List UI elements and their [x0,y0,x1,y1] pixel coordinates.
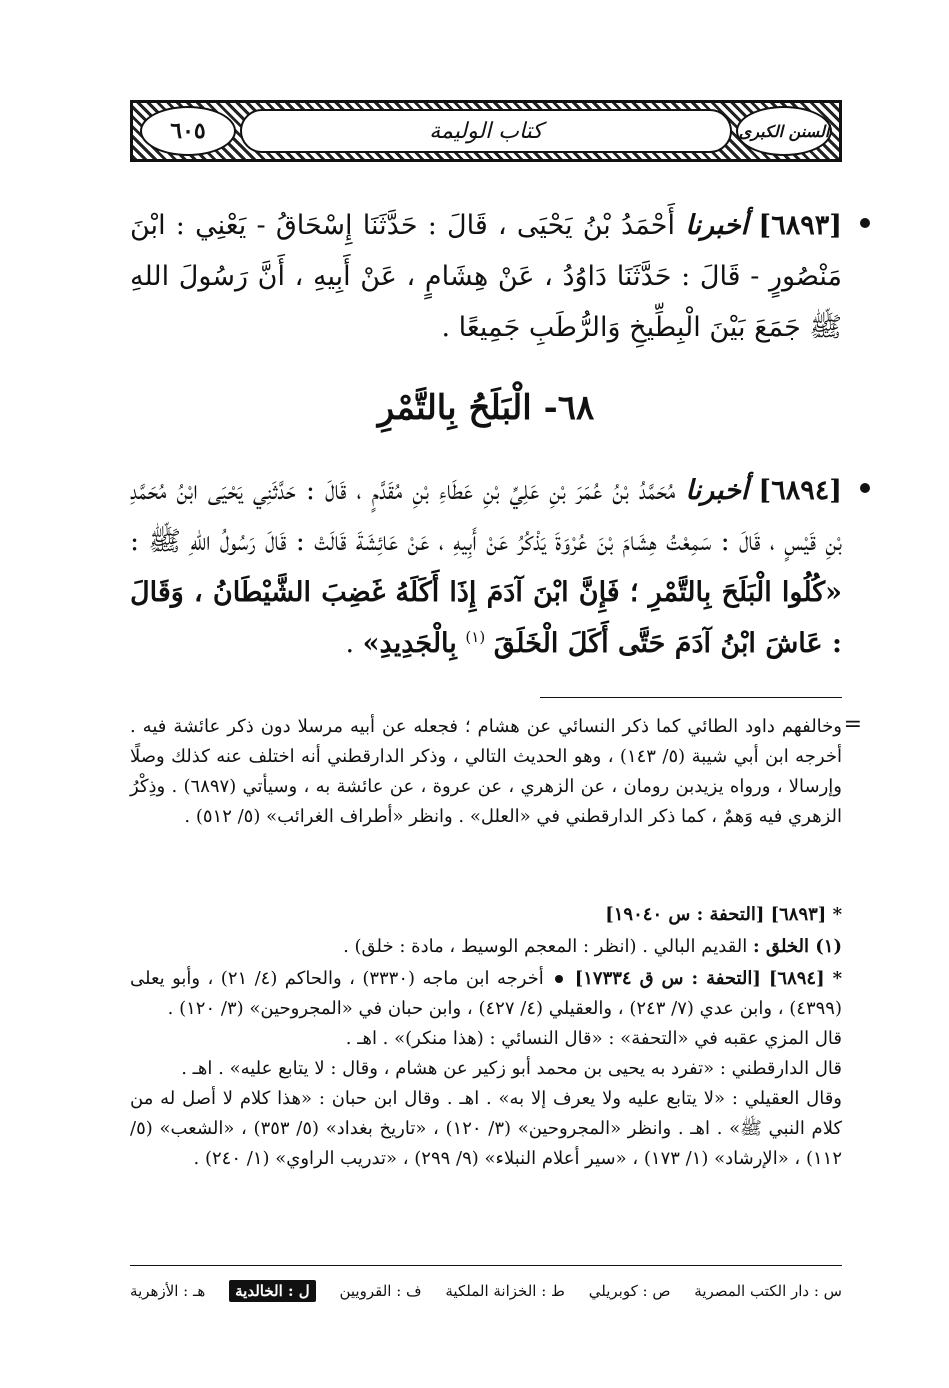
hadith-number: [٦٨٩٤] [758,475,842,506]
continuation-mark: = [843,712,862,737]
hadith-number: [٦٨٩٣] [758,210,842,241]
bullet-icon [860,483,870,493]
page-number: ٦٠٥ [170,118,206,144]
hadith-text: أَحْمَدُ بْنُ يَحْيَى ، قَالَ : حَدَّثَنَا إِسْحَاقُ - يَعْنِي : ابْنَ مَنْصُورٍ - قَالَ : حَدَّثَنَا دَاوُدُ ، عَنْ هِشَامٍ ، عَنْ أَبِيهِ ، أَنَّ رَسُولَ اللهِ ﷺ جَمَعَ بَيْنَ الْبِطِّيخِ وَالرُّطَبِ جَمِيعًا . [130,210,842,343]
takhrij-ref: * [٦٨٩٣] [التحفة : س ١٩٠٤٠] [605,904,842,925]
footnote-text: القديم البالي . (انظر : المعجم الوسيط ، مادة : خلق) . [343,936,748,957]
book-logo-medallion [736,106,832,156]
bullet-icon [860,218,870,228]
page-header [130,100,842,162]
footnote-6894 [130,964,842,1174]
manuscript-ta: ط : الخزانة الملكية [445,1282,565,1300]
manuscript-key [130,1273,842,1309]
footnote-text: قال المزي عقبه في «التحفة» : «قال النسائي : (هذا منكر)» . اهـ . [345,1028,842,1049]
book-logo: السنن الكبرى [738,121,830,141]
akhbarana: أخبرنا [685,210,749,241]
footnote-star-6893 [130,900,842,930]
hadith-6893 [130,200,842,353]
footnote-label: (١) الخلق : [753,936,842,957]
manuscript-s: س : دار الكتب المصرية [694,1282,842,1300]
hadith-6894 [130,465,842,669]
footnote-text: وخالفهم داود الطائي كما ذكر النسائي عن هشام ؛ فجعله عن أبيه مرسلا دون ذكر عائشة فيه . أخرجه ابن أبي شيبة (٥/ ١٤٣) ، وهو الحديث التالي ، وذكر الدارقطني أنه اختلف عنه كذلك وصلًا وإرسالا ، ورواه يزيدبن رومان ، عن الزهري ، عن عروة ، عن عائشة به ، وسيأتي (٦٨٩٧) . وذِكْرُ الزهري فيه وَهمٌ ، كما ذكر الدارقطني في «العلل» . وانظر «أطراف الغرائب» (٥/ ٥١٢) . [130,716,843,827]
prophetic-quote: «كُلُوا الْبَلَحَ بِالتَّمْرِ ؛ فَإِنَّ ابْنَ آدَمَ إِذَا أَكَلَهُ غَضِبَ الشَّيْطَانُ ، وَقَالَ : عَاشَ ابْنُ آدَمَ حَتَّى أَكَلَ الْخَلَقَ [130,577,842,659]
footnote-1 [130,932,842,962]
takhrij-ref: * [٦٨٩٤] [التحفة : س ق ١٧٣٣٤] [574,968,843,989]
page-number-medallion [140,106,236,156]
book-title: كتاب الوليمة [429,118,543,144]
hadith-text: مُحَمَّدُ بْنُ عُمَرَ بْنِ عَلِيِّ بْنِ عَطَاءِ بْنِ مُقَدَّمٍ ، قَالَ : حَدَّثَنِي يَحْيَى ابْنُ مُحَمَّدِ بْنِ قَيْسٍ ، قَالَ : سَمِعْتُ هِشَامَ بْنَ عُرْوَةَ يَذْكُرُ عَنْ أَبِيهِ ، عَنْ عَائِشَةَ قَالَتْ : قَالَ رَسُولُ اللهِ ﷺ : [130,475,842,557]
manuscript-sad: ص : كوبريلي [588,1282,671,1300]
footnote-text: أخرجه ابن ماجه (٣٣٣٠) ، والحاكم (٤/ ٢١) ، وأبو يعلى (٤٣٩٩) ، وابن عدي (٧/ ٢٤٣) ، والعقيلي (٤/ ٤٢٧) ، وابن حبان في «المجروحين» (٣/ ١٢٠) . [130,968,842,1019]
manuscript-ha: هـ : الأزهرية [130,1282,206,1300]
footnote-ref: (١) [465,628,486,646]
akhbarana: أخبرنا [685,475,749,506]
footnote-text: وقال العقيلي : «لا يتابع عليه ولا يعرف إلا به» . اهـ . وقال ابن حبان : «هذا كلام لا أصل له من كلام النبي ﷺ» . اهـ . وانظر «المجروحين» (٣/ ١٢٠) ، «تاريخ بغداد» (٥/ ٣٥٣) ، «الشعب» (٥/ ١١٢) ، «الإرشاد» (١/ ١٧٣) ، «سير أعلام النبلاء» (٩/ ٢٩٩) ، «تدريب الراوي» (١/ ٢٤٠) . [130,1088,843,1169]
footnote-text: قال الدارقطني : «تفرد به يحيى بن محمد أبو زكير عن هشام ، وقال : لا يتابع عليه» . اهـ . [181,1058,842,1079]
footnote-separator [540,697,842,698]
manuscript-lam-badge: ل : الخالدية [229,1280,316,1302]
bullet-icon [555,975,563,983]
footnote-continuation [130,712,862,832]
manuscript-fa: ف : القرويين [339,1282,422,1300]
chapter-title: ٦٨- الْبَلَحُ بِالتَّمْرِ [377,388,595,428]
footer-separator [130,1265,842,1266]
header-title-box [240,109,732,153]
prophetic-quote-end: بِالْجَدِيدِ» [362,628,457,659]
sentence-end: . [345,628,363,659]
